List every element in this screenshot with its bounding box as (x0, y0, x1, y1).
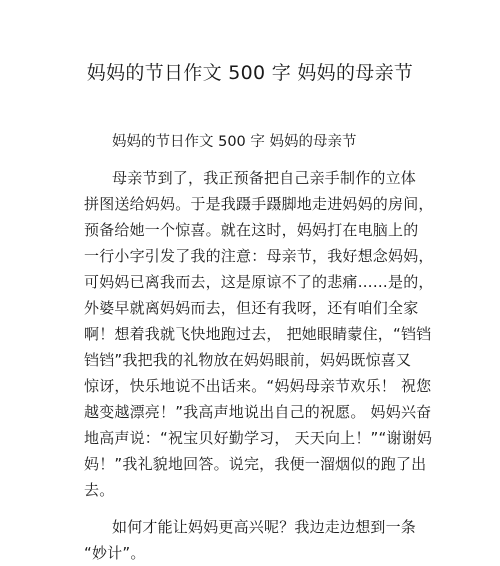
paragraph-line: 外婆早就离妈妈而去，但还有我呀，还有咱们全家 (84, 299, 419, 317)
paragraph-line: “妙计”。 (84, 544, 146, 562)
paragraph-line: 如何才能让妈妈更高兴呢？我边走边想到一条 (112, 518, 417, 536)
paragraph-line: 去。 (84, 481, 115, 499)
page-title: 妈妈的节日作文 500 字 妈妈的母亲节 (86, 62, 414, 84)
paragraph-line: 越变越漂亮！”我高声地说出自己的祝愿。 妈妈兴奋 (84, 403, 432, 421)
paragraph-line: 可妈妈已离我而去，这是原谅不了的悲痛……是的， (84, 273, 434, 291)
article-subtitle: 妈妈的节日作文 500 字 妈妈的母亲节 (112, 134, 357, 150)
paragraph-line: 拼图送给妈妈。于是我蹑手蹑脚地走进妈妈的房间， (84, 195, 434, 213)
paragraph-line: 预备给她一个惊喜。就在这时，妈妈打在电脑上的 (84, 221, 419, 239)
paragraph-line: 一行小字引发了我的注意：母亲节，我好想念妈妈， (84, 247, 434, 265)
paragraph-line: 铛铛”我把我的礼物放在妈妈眼前，妈妈既惊喜又 (84, 351, 412, 369)
paragraph-line: 妈！”我礼貌地回答。说完，我便一溜烟似的跑了出 (84, 455, 427, 473)
paragraph-line: 地高声说：“祝宝贝好勤学习， 天天向上！”“谢谢妈 (84, 429, 433, 447)
paragraph-line: 惊讶，快乐地说不出话来。“妈妈母亲节欢乐！ 祝您 (84, 377, 432, 395)
paragraph-line: 母亲节到了，我正预备把自己亲手制作的立体 (112, 169, 417, 187)
paragraph-line: 啊！想着我就飞快地跑过去， 把她眼睛蒙住，“铛铛 (84, 325, 432, 343)
